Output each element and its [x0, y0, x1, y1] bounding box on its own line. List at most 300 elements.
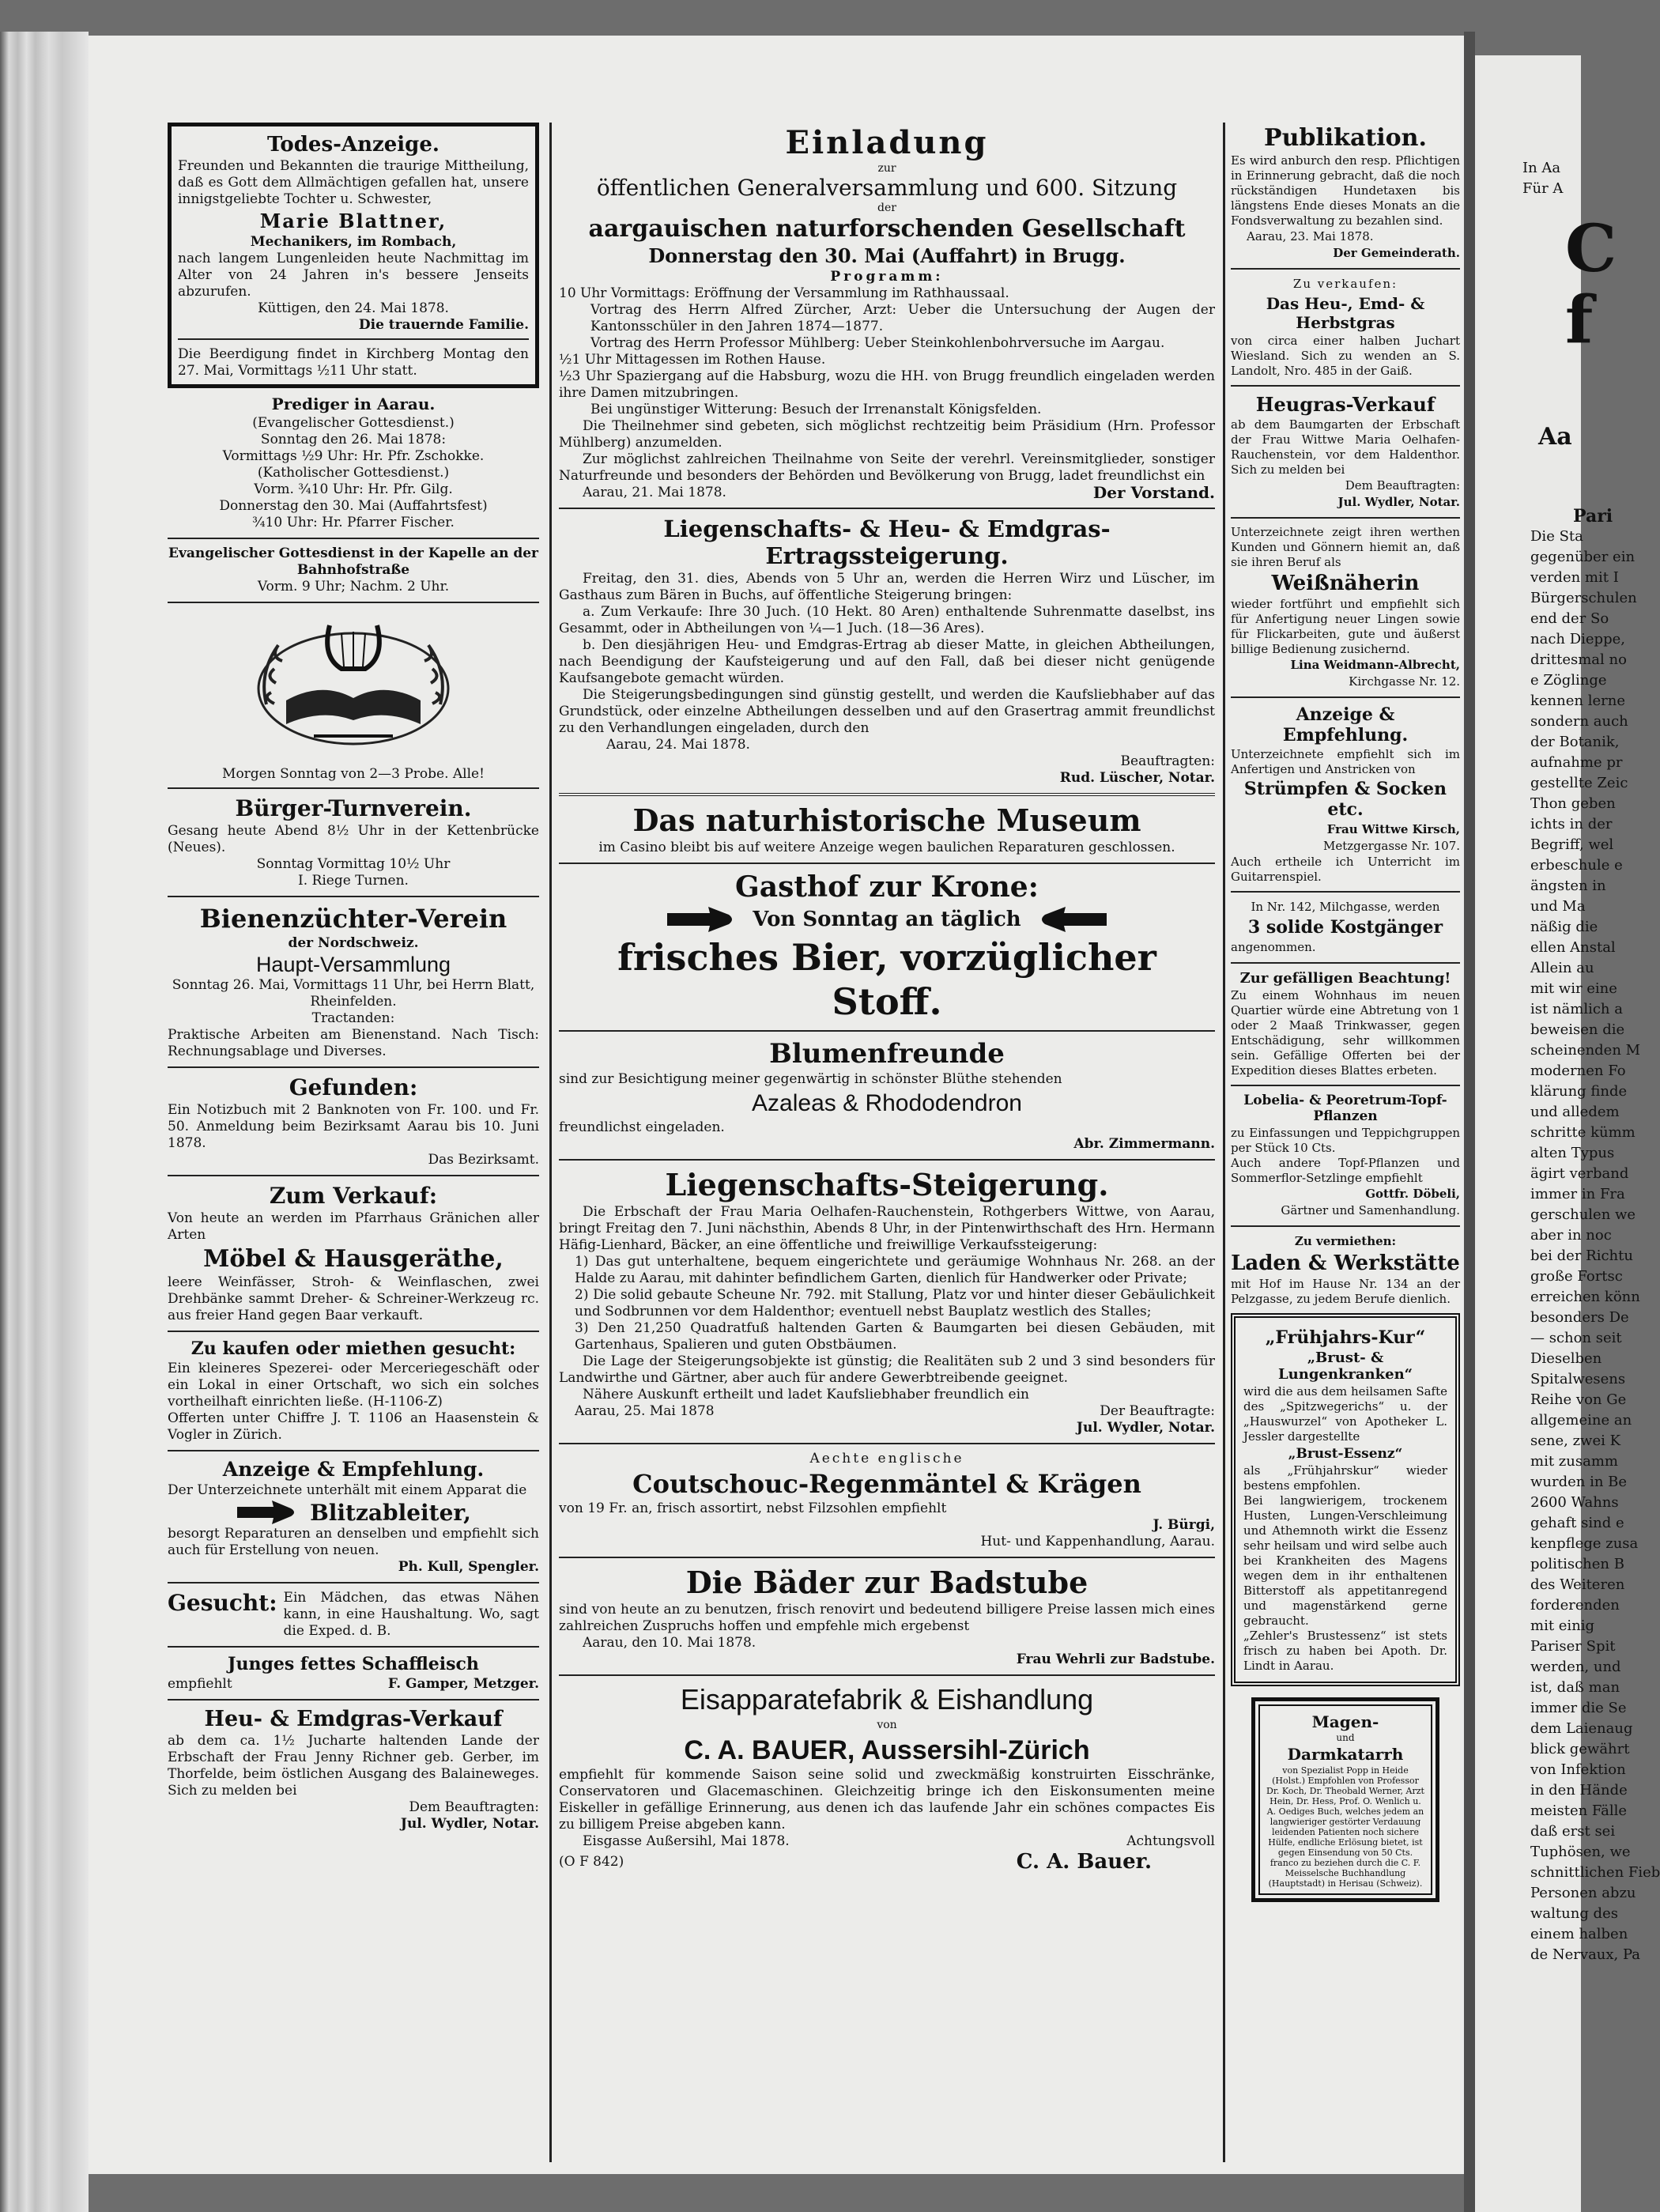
verkaufen-pre: Zu verkaufen:: [1292, 277, 1398, 291]
gutter: [1464, 32, 1475, 2212]
heugras-ad: [1231, 393, 1460, 511]
rpage-line: beweisen die: [1530, 1021, 1625, 1038]
blitz-big: Blitzableiter,: [310, 1499, 471, 1526]
kostgaenger-text-2: angenommen.: [1231, 940, 1316, 954]
rpage-line: einem halben: [1530, 1926, 1628, 1942]
lobelia-text: zu Einfassungen und Teppichgruppen per Stück 10 Cts.: [1231, 1126, 1460, 1155]
einladung-society: aargauischen naturforschenden Gesellschaft: [588, 215, 1186, 243]
blitz-text-2: besorgt Reparaturen an denselben und empfiehlt sich auch für Erstellung von neuen.: [168, 1526, 539, 1558]
heu-text: ab dem ca. 1½ Jucharte haltenden Lande der Erbschaft der Frau Jenny Richner geb. Gerber, im Thorfelde, beim östlichen Ausgang des Balaineweges. Sich zu melden bei: [168, 1733, 539, 1799]
rpage-line: Reihe von Ge: [1530, 1391, 1627, 1408]
divider: [1231, 1085, 1460, 1086]
prediger-line: (Katholischer Gottesdienst.): [257, 465, 450, 481]
rpage-line: nach Dieppe,: [1530, 631, 1625, 647]
column-3: [1231, 123, 1460, 1902]
rpage-line: verden mit I: [1530, 569, 1619, 586]
heu-title: Heu- & Emdgras-Verkauf: [204, 1707, 503, 1731]
rpage-line: de Nervaux, Pa: [1530, 1946, 1641, 1963]
gefunden-title: Gefunden:: [289, 1074, 418, 1100]
verkauf-big: Möbel & Hausgeräthe,: [203, 1245, 504, 1273]
publikation-date: Aarau, 23. Mai 1878.: [1247, 229, 1374, 243]
column-2: [559, 123, 1215, 1880]
rpage-line: gestellte Zeic: [1530, 775, 1628, 791]
rpage-line: der Botanik,: [1530, 734, 1620, 750]
rpage-line: Thon geben: [1530, 795, 1616, 812]
rpage-line: Die Sta: [1530, 528, 1583, 545]
divider: [168, 1450, 539, 1451]
divider: [559, 1557, 1215, 1558]
rpage-line: besonders De: [1530, 1309, 1629, 1326]
rpage-line: gegenüber ein: [1530, 549, 1635, 565]
weissnaeherin-text: Unterzeichnete zeigt ihren werthen Kunden und Gönnern hiemit an, daß sie ihren Beruf als: [1231, 525, 1460, 569]
blitz-sign: Ph. Kull, Spengler.: [398, 1559, 539, 1575]
rpage-line: kenpflege zusa: [1530, 1535, 1639, 1552]
heu-sign: Jul. Wydler, Notar.: [400, 1816, 539, 1832]
einladung-title: Einladung: [785, 124, 989, 161]
rpage-heading: Pari: [1573, 506, 1613, 527]
rpage-line: e Zöglinge: [1530, 672, 1607, 689]
steigerung-2-item: 3) Den 21,250 Quadratfuß haltenden Garten & Baumgarten bei diesen Gebäuden, mit Gartenhaus, Spalieren und guten Obstbäumen.: [575, 1320, 1215, 1353]
death-notice-sign: Die trauernde Familie.: [358, 317, 529, 333]
anzeige-2-text: Unterzeichnete empfiehlt sich im Anfertigen und Anstricken von: [1231, 747, 1460, 776]
rpage-line: modernen Fo: [1530, 1063, 1626, 1079]
eis-date: Eisgasse Außersihl, Mai 1878.: [583, 1833, 790, 1849]
gefunden-ad: [168, 1074, 539, 1168]
anzeige-2-sign: Metzgergasse Nr. 107.: [1323, 839, 1460, 853]
heu-ad: [168, 1707, 539, 1833]
baeder-title: Die Bäder zur Badstube: [685, 1565, 1088, 1600]
rpage-line: blick gewährt: [1530, 1741, 1630, 1757]
rpage-line: Bürgerschulen: [1530, 590, 1637, 606]
weissnaeherin-ad: [1231, 525, 1460, 690]
rpage-line: immer in Fra: [1530, 1186, 1625, 1202]
publikation-title: Publikation.: [1264, 124, 1427, 152]
rpage-line: sondern auch: [1530, 713, 1628, 730]
bienen-title: Bienenzüchter-Verein: [199, 904, 507, 934]
rpage-line: mit einig: [1530, 1617, 1595, 1634]
steigerung-1-date: Aarau, 24. Mai 1878.: [606, 737, 750, 753]
kaufen-text-2: Offerten unter Chiffre J. T. 1106 an Haasenstein & Vogler in Zürich.: [168, 1410, 539, 1443]
weissnaeherin-sign: Lina Weidmann-Albrecht,: [1290, 658, 1460, 672]
kapelle-ad: [168, 545, 539, 595]
einladung-zur: zur: [877, 162, 896, 175]
heugras-text: ab dem Baumgarten der Erbschaft der Frau Wittwe Maria Oelhafen-Rauchenstein, vor dem Haldenthor. Sich zu melden bei: [1231, 417, 1460, 477]
steigerung-1-text: b. Den diesjährigen Heu- und Emdgras-Ertrag ab dieser Matte, in gleichen Abtheilungen, nach Beendigung der Kaufsteigerung und auf den Fall, daß bei dieser nicht genügende Kaufsangebote gemacht würden.: [559, 637, 1215, 686]
eis-title: Eisapparatefabrik & Eishandlung: [680, 1683, 1094, 1716]
rpage-line: mit zusamm: [1530, 1453, 1618, 1470]
deceased-sub: Mechanikers, im Rombach,: [250, 234, 457, 250]
probe-notice: Morgen Sonntag von 2—3 Probe. Alle!: [222, 766, 485, 782]
prediger-ad: [168, 394, 539, 531]
steigerung-1-text: Die Steigerungsbedingungen sind günstig gestellt, und werden die Kaufsliebhaber auf das Grundstück, oder einzelne Abtheilungen desselben und auf den Grasertrag ammit freundlichst zu den Verhandlungen eingeladen, durch den: [559, 687, 1215, 736]
divider: [168, 602, 539, 603]
prediger-line: Donnerstag den 30. Mai (Auffahrtsfest): [219, 498, 488, 514]
rpage-masthead: f: [1565, 282, 1594, 358]
anzeige-2-sign: Frau Wittwe Kirsch,: [1326, 822, 1460, 836]
bienen-line: Praktische Arbeiten am Bienenstand. Nach Tisch: Rechnungsablage und Diverses.: [168, 1027, 539, 1059]
steigerung-1-text: a. Zum Verkaufe: Ihre 30 Juch. (10 Hekt. 80 Aren) enthaltende Suhrenmatte daselbst, ins Gesammt, oder in Abtheilungen von ¼—1 Juch. (18—36 Ares).: [559, 604, 1215, 636]
coutschouc-text: von 19 Fr. an, frisch assortirt, nebst Filzsohlen empfiehlt: [559, 1500, 947, 1516]
divider: [1231, 696, 1460, 698]
programm-item: 10 Uhr Vormittags: Eröffnung der Versammlung im Rathhaussaal.: [559, 285, 1009, 301]
kur-text-2: als „Frühjahrskur“ wieder bestens empfohlen.: [1243, 1463, 1447, 1493]
anzeige-2-ad: [1231, 704, 1460, 885]
divider: [168, 896, 539, 897]
divider: [168, 1646, 539, 1648]
rpage-line: ägirt verband: [1530, 1165, 1629, 1182]
divider: [559, 1674, 1215, 1676]
steigerung-1-title: Liegenschafts- & Heu- & Emdgras-Ertragssteigerung.: [663, 515, 1111, 569]
laden-title: Laden & Werkstätte: [1231, 1251, 1460, 1275]
divider: [559, 508, 1215, 509]
steigerung-2-title: Liegenschafts-Steigerung.: [665, 1167, 1109, 1202]
weissnaeherin-title: Weißnäherin: [1271, 572, 1420, 595]
programm-item: Bei ungünstiger Witterung: Besuch der Irrenanstalt Königsfelden.: [590, 402, 1042, 417]
magen-title-2: Darmkatarrh: [1287, 1745, 1404, 1764]
rpage-line: dem Laienaug: [1530, 1720, 1633, 1737]
verkauf-ad: [168, 1183, 539, 1324]
anzeige-2-text-2: Auch ertheile ich Unterricht im Guitarrenspiel.: [1231, 855, 1460, 884]
divider: [168, 1699, 539, 1701]
pointing-hand-right-icon: [666, 905, 737, 934]
gefunden-text: Ein Notizbuch mit 2 Banknoten von Fr. 100. und Fr. 50. Anmeldung beim Bezirksamt Aarau bis 10. Juni 1878.: [168, 1102, 539, 1151]
einladung-sign: Der Vorstand.: [1092, 483, 1215, 502]
weissnaeherin-sign: Kirchgasse Nr. 12.: [1349, 674, 1460, 689]
eis-von: von: [877, 1719, 897, 1731]
einladung-ad: [559, 124, 1215, 501]
divider: [168, 538, 539, 539]
beachtung-title: Zur gefälligen Beachtung!: [1239, 970, 1451, 987]
rpage-line: schritte kümm: [1530, 1124, 1635, 1141]
programm-item: Vortrag des Herrn Professor Mühlberg: Ueber Steinkohlenbohrversuche im Aargau.: [590, 335, 1165, 351]
verkauf-title: Zum Verkauf:: [269, 1183, 438, 1209]
rpage-line: allgemeine an: [1530, 1412, 1632, 1429]
prediger-line: Sonntag den 26. Mai 1878:: [260, 432, 447, 447]
rpage-line: Begriff, wel: [1530, 836, 1614, 853]
beachtung-ad: [1231, 970, 1460, 1078]
turnverein-line: I. Riege Turnen.: [298, 873, 409, 889]
einladung-der: der: [877, 202, 896, 214]
rpage-body: [1530, 527, 1660, 1965]
death-notice-title: Todes-Anzeige.: [267, 133, 440, 157]
einladung-line: öffentlichen Generalversammlung und 600. Sitzung: [596, 175, 1178, 201]
baeder-date: Aarau, den 10. Mai 1878.: [583, 1635, 756, 1651]
blitz-title: Anzeige & Empfehlung.: [222, 1458, 485, 1481]
death-notice-text: Freunden und Bekannten die traurige Mittheilung, daß es Gott dem Allmächtigen gefallen hat, unsere innigstgeliebte Tochter u. Schwester,: [178, 158, 529, 207]
baeder-text: sind von heute an zu benutzen, frisch renovirt und bedeutend billigere Preise lassen mich eines zahlreichen Zuspruchs hoffen und empfehle mich ergebenst: [559, 1602, 1215, 1634]
kur-sub: „Brust- & Lungenkranken“: [1277, 1349, 1413, 1383]
rpage-masthead: C: [1565, 211, 1617, 287]
magen-title: Magen-: [1311, 1712, 1379, 1731]
steigerung-2-item: 1) Das gut unterhaltene, bequem eingerichtete und geräumige Wohnhaus Nr. 268. an der Halde zu Aarau, mit dahinter befindlichem Garten, dienlich für Handwerker oder Private;: [575, 1254, 1215, 1286]
deceased-name: Marie Blattner,: [259, 209, 447, 232]
kapelle-line: Evangelischer Gottesdienst in der Kapelle an der Bahnhofstraße: [168, 545, 539, 578]
rpage-line: gerschulen we: [1530, 1206, 1636, 1223]
page-stack-edge: [0, 32, 89, 2212]
kapelle-line: Vorm. 9 Uhr; Nachm. 2 Uhr.: [257, 579, 450, 595]
divider: [168, 1331, 539, 1332]
bienen-sub: der Nordschweiz.: [288, 935, 419, 951]
bienen-ad: [168, 904, 539, 1060]
divider: [1231, 1225, 1460, 1227]
handshake-lyre-emblem-icon: [243, 610, 464, 760]
lobelia-text-2: Auch andere Topf-Pflanzen und Sommerflor-Setzlinge empfiehlt: [1231, 1156, 1460, 1185]
blitz-ad: [168, 1458, 539, 1576]
divider: [168, 1066, 539, 1068]
eis-code: (O F 842): [559, 1853, 624, 1870]
rpage-line: in den Hände: [1530, 1782, 1628, 1799]
rpage-line: Für A: [1522, 180, 1564, 197]
blitz-text: Der Unterzeichnete unterhält mit einem Apparat die: [168, 1482, 527, 1498]
divider: [178, 338, 529, 340]
heugras-sign: Dem Beauftragten:: [1345, 478, 1460, 493]
steigerung-1-text: Freitag, den 31. dies, Abends von 5 Uhr an, werden die Herren Wirz und Lüscher, im Gasthaus zum Bären in Buchs, auf öffentliche Steigerung bringen:: [559, 571, 1215, 603]
death-notice-place: Küttigen, den 24. Mai 1878.: [258, 300, 449, 316]
steigerung-2-item: Nähere Auskunft ertheilt und ladet Kaufsliebhaber freundlich ein: [583, 1387, 1029, 1402]
rpage-line: aufnahme pr: [1530, 754, 1623, 771]
kur-text: wird die aus dem heilsamen Safte des „Spitzwegerichs“ u. der „Hauswurzel“ von Apotheker L. Jessler dargestellte: [1243, 1384, 1447, 1444]
steigerung-2-text: Die Erbschaft der Frau Maria Oelhafen-Rauchenstein, Rothgerbers Wittwe, von Aarau, bringt Freitag den 7. Juni nächsthin, Abends 8 Uhr, in der Pintenwirthschaft des Hrn. Hermann Häfig-Lienhard, Bäcker, an eine öffentliche und freiwillige Verkaufssteigerung:: [559, 1204, 1215, 1253]
steigerung-2-date: Aarau, 25. Mai 1878: [575, 1403, 715, 1419]
kostgaenger-text: In Nr. 142, Milchgasse, werden: [1251, 900, 1440, 914]
blumen-big: Azaleas & Rhododendron: [752, 1090, 1022, 1116]
column-rule: [1223, 123, 1225, 2162]
lobelia-sign: Gottfr. Döbeli,: [1365, 1187, 1460, 1201]
rpage-line: klärung finde: [1530, 1083, 1628, 1100]
steigerung-1-ad: [559, 515, 1215, 787]
death-notice-text-2: nach langem Lungenleiden heute Nachmittag im Alter von 24 Jahren in's bessere Jenseits abzurufen.: [178, 251, 529, 300]
kur-text-3: Bei langwierigem, trockenem Husten, Lungen-Verschleimung und Athemnoth wirkt die Essenz sehr heilsam und wird selbe auch bei Krankheiten des Magens wegen dem in ihr enthaltenen Bitterstoff als appetitanregend und magenstärkend gerne gebraucht.: [1243, 1493, 1447, 1628]
rpage-line: bei der Richtu: [1530, 1248, 1633, 1264]
rpage-line: drittesmal no: [1530, 651, 1627, 668]
publikation-text: Es wird anburch den resp. Pflichtigen in Erinnerung gebracht, daß die noch rückständigen Hundetaxen bis längstens Ende dieses Monats an die Fondsverwaltung zu bezahlen sind.: [1231, 153, 1460, 228]
rpage-line: mit wir eine: [1530, 980, 1617, 997]
rpage-line: wurden in Be: [1530, 1474, 1628, 1490]
lobelia-sign: Gärtner und Samenhandlung.: [1281, 1203, 1460, 1217]
rpage-line: Pariser Spit: [1530, 1638, 1616, 1655]
gesucht-text: Ein Mädchen, das etwas Nähen kann, in eine Haushaltung. Wo, sagt die Exped. d. B.: [283, 1590, 539, 1639]
divider: [1231, 385, 1460, 387]
funeral-text: Die Beerdigung findet in Kirchberg Montag den 27. Mai, Vormittags ½11 Uhr statt.: [178, 346, 529, 379]
kaufen-text: Ein kleineres Spezerei- oder Merceriegeschäft oder ein Lokal in einer Ortschaft, wo sich ein solches vortheilhaft einrichten ließe. (H-1106-Z): [168, 1361, 539, 1410]
column-1: [168, 123, 539, 1839]
verkaufen-text: von circa einer halben Juchart Wiesland. Sich zu wenden an S. Landolt, Nro. 485 in der Gaiß.: [1231, 334, 1460, 378]
divider: [168, 1582, 539, 1584]
rpage-line: politischen B: [1530, 1556, 1624, 1572]
eis-sign: C. A. Bauer.: [1016, 1850, 1152, 1874]
kur-title: „Frühjahrs-Kur“: [1265, 1327, 1426, 1348]
turnverein-title: Bürger-Turnverein.: [235, 795, 472, 821]
weissnaeherin-text-2: wieder fortführt und empfiehlt sich für Anfertigung neuer Lingen sowie für Flickarbeiten, gute und äußerst billige Bedienung zusichernd.: [1231, 597, 1460, 656]
bienen-head: Haupt-Versammlung: [255, 953, 451, 976]
kur-essenz: „Brust-Essenz“: [1288, 1446, 1403, 1462]
einladung-place: Aarau, 21. Mai 1878.: [583, 485, 726, 500]
prediger-line: Vorm. ¾10 Uhr: Hr. Pfr. Gilg.: [254, 481, 453, 497]
rpage-line: scheinenden M: [1530, 1042, 1641, 1059]
programm-item: ½3 Uhr Spaziergang auf die Habsburg, wozu die HH. von Brugg freundlich eingeladen werden ihre Damen mitzubringen.: [559, 368, 1215, 401]
eis-name: C. A. BAUER, Aussersihl-Zürich: [684, 1735, 1090, 1765]
krone-line: Von Sonntag an täglich: [753, 908, 1021, 931]
rpage-title: Aa: [1538, 423, 1572, 451]
gesucht-ad: [168, 1590, 539, 1640]
heugras-title: Heugras-Verkauf: [1255, 393, 1436, 416]
death-notice: [168, 123, 539, 388]
laden-text: mit Hof im Hause Nr. 134 an der Pelzgasse, zu jedem Berufe dienlich.: [1231, 1277, 1460, 1306]
prediger-line: (Evangelischer Gottesdienst.): [252, 415, 455, 431]
rpage-line: von Infektion: [1530, 1761, 1626, 1778]
rpage-line: und alledem: [1530, 1104, 1620, 1120]
eis-ad: [559, 1682, 1215, 1874]
fruehjahrskur-ad: [1231, 1313, 1460, 1686]
gefunden-sign: Das Bezirksamt.: [428, 1152, 539, 1168]
krone-ad: [559, 870, 1215, 1024]
pointing-hand-left-icon: [1037, 905, 1108, 934]
rpage-line: große Fortsc: [1530, 1268, 1623, 1285]
divider: [559, 793, 1215, 796]
schaf-ad: [168, 1654, 539, 1693]
rpage-line: forderenden: [1530, 1597, 1620, 1614]
baeder-sign: Frau Wehrli zur Badstube.: [1016, 1651, 1215, 1667]
rpage-line: Tuphösen, we: [1530, 1844, 1631, 1860]
rpage-line: Spitalwesens: [1530, 1371, 1626, 1387]
steigerung-2-sign: Jul. Wydler, Notar.: [1076, 1420, 1215, 1436]
rpage-line: ängsten in: [1530, 878, 1606, 894]
programm-item: Vortrag des Herrn Alfred Zürcher, Arzt: Ueber die Untersuchung der Augen der Kantonsschüler in den Jahren 1874—1877.: [590, 302, 1215, 334]
newspaper-page: [89, 36, 1464, 2174]
blumen-ad: [559, 1038, 1215, 1153]
divider: [1231, 517, 1460, 519]
rpage-line: und Ma: [1530, 898, 1586, 915]
rpage-line: erreichen könn: [1530, 1289, 1640, 1305]
rpage-line: immer die Se: [1530, 1700, 1627, 1716]
turnverein-line: Gesang heute Abend 8½ Uhr in der Kettenbrücke (Neues).: [168, 823, 539, 855]
rpage-line: des Weiteren: [1530, 1576, 1625, 1593]
rpage-line: sene, zwei K: [1530, 1433, 1621, 1449]
eis-text: empfiehlt für kommende Saison seine solid und zweckmäßig konstruirten Eisschränke, Conservatoren und Glacemaschinen. Gleichzeitig bringe ich den Eiskonsumenten meine Eiskeller in gefällige Erinnerung, aus denen ich das laufende Jahr ein schönes compactes Eis zu billigem Preise abgeben kann.: [559, 1767, 1215, 1833]
lobelia-ad: [1231, 1093, 1460, 1219]
rpage-line: In Aa: [1522, 160, 1561, 176]
programm-item: Die Theilnehmer sind gebeten, sich möglichst rechtzeitig beim Präsidium (Hrn. Professor Mühlberg) anzumelden.: [559, 418, 1215, 451]
rpage-line: erbeschule e: [1530, 857, 1623, 874]
turnverein-line: Sonntag Vormittag 10½ Uhr: [256, 856, 451, 872]
turnverein-ad: [168, 795, 539, 889]
beachtung-text: Zu einem Wohnhaus im neuen Quartier würde eine Abtretung von 1 oder 2 Maaß Trinkwasser, gegen Entschädigung, sehr willkommen sein. Gefällige Offerten bei der Expedition dieses Blattes erbeten.: [1231, 988, 1460, 1078]
prediger-title: Prediger in Aarau.: [271, 394, 436, 413]
verkauf-text: Von heute an werden im Pfarrhaus Gränichen aller Arten: [168, 1210, 539, 1243]
schaf-title: Junges fettes Schaffleisch: [228, 1654, 479, 1674]
rpage-line: meisten Fälle: [1530, 1802, 1628, 1819]
programm-item: Zur möglichst zahlreichen Theilnahme von Seite der verehrl. Vereinsmitglieder, sonstiger Naturfreunde und besonders der Behörden und Bevölkerung von Brugg, ladet freundlichst ein: [559, 451, 1215, 484]
coutschouc-sign: J. Bürgi,: [1153, 1517, 1215, 1533]
museum-text: im Casino bleibt bis auf weitere Anzeige wegen baulichen Reparaturen geschlossen.: [598, 840, 1175, 855]
divider: [168, 787, 539, 789]
kostgaenger-ad: [1231, 899, 1460, 956]
rpage-line: werden, und: [1530, 1659, 1621, 1675]
coutschouc-sign: Hut- und Kappenhandlung, Aarau.: [980, 1534, 1215, 1550]
blumen-title: Blumenfreunde: [769, 1038, 1005, 1070]
coutschouc-pre: Aechte englische: [809, 1451, 964, 1466]
heugras-sign: Jul. Wydler, Notar.: [1337, 495, 1460, 509]
next-page-fragment: [1475, 55, 1660, 2212]
rpage-line: ist, daß man: [1530, 1679, 1620, 1696]
rpage-line: ichts in der: [1530, 816, 1613, 832]
rpage-line: ellen Anstal: [1530, 939, 1616, 956]
eis-ach: Achtungsvoll: [1126, 1833, 1215, 1849]
bienen-line: Sonntag 26. Mai, Vormittags 11 Uhr, bei Herrn Blatt, Rheinfelden.: [172, 977, 535, 1010]
magen-und: und: [1336, 1732, 1355, 1743]
rpage-line: — schon seit: [1530, 1330, 1622, 1346]
rpage-line: Personen abzu: [1530, 1885, 1636, 1901]
divider: [1231, 891, 1460, 893]
rpage-line: alten Typus: [1530, 1145, 1615, 1161]
rpage-line: 2600 Wahns: [1530, 1494, 1619, 1511]
schaf-line: empfiehlt: [168, 1676, 232, 1692]
programm-title: Programm:: [830, 269, 944, 285]
blumen-sign: Abr. Zimmermann.: [1073, 1136, 1215, 1152]
rpage-line: schnittlichen Fieb: [1530, 1864, 1660, 1881]
verkaufen-ad: [1231, 276, 1460, 379]
verkauf-text-2: leere Weinfässer, Stroh- & Weinflaschen, zwei Drehbänke sammt Dreher- & Schreiner-Werkzeug rc. aus freier Hand gegen Baar verkauft.: [168, 1274, 539, 1323]
rpage-line: näßig die: [1530, 919, 1598, 935]
coutschouc-title: Coutschouc-Regenmäntel & Krägen: [632, 1469, 1141, 1499]
divider: [1231, 962, 1460, 964]
prediger-line: ¾10 Uhr: Hr. Pfarrer Fischer.: [252, 515, 455, 530]
rpage-line: ist nämlich a: [1530, 1001, 1623, 1017]
krone-title: Gasthof zur Krone:: [735, 870, 1039, 904]
kur-text-4: „Zehler's Brustessenz“ ist stets frisch zu haben bei Apoth. Dr. Lindt in Aarau.: [1243, 1629, 1447, 1673]
steigerung-2-ad: [559, 1167, 1215, 1436]
pointing-hand-icon: [236, 1499, 299, 1526]
rpage-line: waltung des: [1530, 1905, 1618, 1922]
rpage-line: Allein au: [1530, 960, 1594, 976]
steigerung-2-item: Die Lage der Steigerungsobjekte ist günstig; die Realitäten sub 2 und 3 sind besonders für Landwirthe und Gärtner, aber auch für andere Gewerbtreibende geeignet.: [559, 1353, 1215, 1386]
anzeige-2-title: Anzeige & Empfehlung.: [1282, 704, 1409, 746]
magen-text: von Spezialist Popp in Heide (Holst.) Empfohlen von Professor Dr. Koch, Dr. Theobald Werner, Arzt Hein, Dr. Hess, Prof. O. Wenlich u. A. Oediges Buch, welches jedem an langwieriger gestörter Verdauung leidenden Patienten noch sichere Hülfe, endliche Erlösung bietet, ist gegen Einsendung von 50 Cts. franco zu beziehen durch die C. F. Meisselsche Buchhandlung (Hauptstadt) in Herisau (Schweiz).: [1266, 1765, 1424, 1889]
coutschouc-ad: [559, 1451, 1215, 1550]
kaufen-title: Zu kaufen oder miethen gesucht:: [191, 1338, 516, 1359]
rpage-line: Dieselben: [1530, 1350, 1602, 1367]
publikation-sign: Der Gemeinderath.: [1333, 246, 1460, 260]
steigerung-1-sign: Rud. Lüscher, Notar.: [1059, 770, 1215, 786]
rpage-line: kennen lerne: [1530, 693, 1625, 709]
lobelia-title: Lobelia- & Peoretrum-Topf-Pflanzen: [1243, 1093, 1447, 1124]
blumen-text: sind zur Besichtigung meiner gegenwärtig in schönster Blüthe stehenden: [559, 1071, 1062, 1087]
verkaufen-title: Das Heu-, Emd- & Herbstgras: [1266, 294, 1425, 332]
divider: [559, 1443, 1215, 1444]
steigerung-2-sign: Der Beauftragte:: [1100, 1403, 1215, 1419]
steigerung-1-sign: Beauftragten:: [1120, 753, 1215, 769]
heu-sign: Dem Beauftragten:: [409, 1799, 539, 1815]
kaufen-ad: [168, 1338, 539, 1444]
laden-pre: Zu vermiethen:: [1294, 1234, 1397, 1248]
gesucht-title: Gesucht:: [168, 1590, 277, 1616]
schaf-sign: F. Gamper, Metzger.: [387, 1676, 539, 1692]
divider: [559, 1159, 1215, 1161]
baeder-ad: [559, 1565, 1215, 1668]
divider: [559, 863, 1215, 864]
column-rule: [549, 123, 552, 2162]
publikation-ad: [1231, 124, 1460, 262]
laden-ad: [1231, 1233, 1460, 1307]
krone-beer: frisches Bier, vorzüglicher Stoff.: [617, 936, 1156, 1023]
divider: [168, 1175, 539, 1176]
bienen-tractanden: Tractanden:: [311, 1010, 395, 1026]
blumen-text-2: freundlichst eingeladen.: [559, 1119, 725, 1135]
programm-item: ½1 Uhr Mittagessen im Rothen Hause.: [559, 352, 826, 368]
rpage-line: daß erst sei: [1530, 1823, 1616, 1840]
kostgaenger-big: 3 solide Kostgänger: [1247, 917, 1443, 938]
museum-title: Das naturhistorische Museum: [632, 802, 1141, 838]
